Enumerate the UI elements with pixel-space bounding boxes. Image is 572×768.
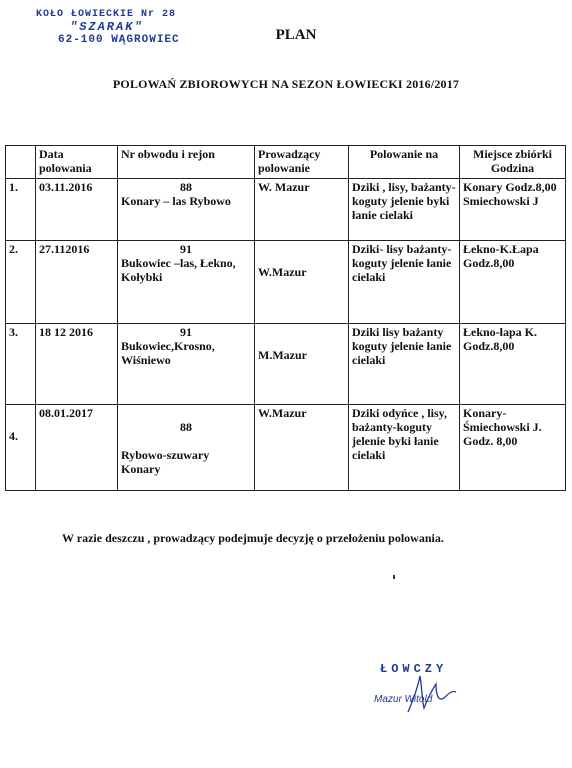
- document-title: PLAN: [275, 27, 317, 43]
- district-number: 91: [180, 325, 192, 339]
- row-number: 3.: [6, 324, 36, 405]
- header-date: Data polowania: [36, 146, 118, 179]
- hunt-leader: W.Mazur: [255, 405, 349, 491]
- hunt-leader: W.Mazur: [255, 241, 349, 324]
- district-number: 91: [180, 242, 192, 256]
- district-cell: [118, 405, 255, 491]
- handwritten-signature-icon: [400, 668, 460, 718]
- document-subtitle: POLOWAŃ ZBIOROWYCH NA SEZON ŁOWIECKI 2016/2017: [112, 77, 460, 91]
- hunt-leader: M.Mazur: [255, 324, 349, 405]
- header-district: Nr obwodu i rejon: [118, 146, 255, 179]
- table-header-row: [6, 146, 566, 179]
- district-number: 88: [180, 420, 192, 434]
- hunt-plan-table: [5, 145, 566, 491]
- header-place: Miejsce zbiórki Godzina: [460, 146, 566, 179]
- district-area: Rybowo-szuwary Konary: [121, 448, 210, 476]
- header-num: [6, 146, 36, 179]
- signatory-title: ŁOWCZY: [380, 662, 448, 676]
- table-row: [6, 405, 566, 491]
- table-row: [6, 179, 566, 241]
- table-row: [6, 324, 566, 405]
- game-list: Dziki , lisy, bażanty- koguty jelenie byki łanie cielaki: [349, 179, 460, 241]
- district-cell: [118, 324, 255, 405]
- row-number: 4.: [6, 405, 36, 491]
- game-list: Dziki odyńce , lisy, bażanty-koguty jelenie byki łanie cielaki: [349, 405, 460, 491]
- district-area: Bukowiec,Krosno, Wiśniewo: [121, 339, 215, 367]
- row-number: 2.: [6, 241, 36, 324]
- row-number: 1.: [6, 179, 36, 241]
- meeting-place: Konary- Śmiechowski J. Godz. 8,00: [460, 405, 566, 491]
- header-leader: Prowadzący polowanie: [255, 146, 349, 179]
- ink-mark: [393, 575, 395, 579]
- stamp-line-club: KOŁO ŁOWIECKIE Nr 28: [36, 9, 177, 20]
- district-area: Bukowiec –las, Łekno, Kołybki: [121, 256, 236, 284]
- district-cell: [118, 241, 255, 324]
- signatory-name: Mazur Witold: [374, 694, 433, 705]
- hunt-date: 18 12 2016: [36, 324, 118, 405]
- hunt-date: 08.01.2017: [36, 405, 118, 491]
- hunt-date: 27.112016: [36, 241, 118, 324]
- meeting-place: Konary Godz.8,00 Smiechowski J: [460, 179, 566, 241]
- district-number: 88: [180, 180, 192, 194]
- district-area: Konary – las Rybowo: [121, 194, 231, 208]
- table-row: [6, 241, 566, 324]
- hunt-leader: W. Mazur: [255, 179, 349, 241]
- game-list: Dziki- lisy bażanty-koguty jelenie łanie cielaki: [349, 241, 460, 324]
- game-list: Dziki lisy bażanty koguty jelenie łanie cielaki: [349, 324, 460, 405]
- stamp-line-address: 62-100 WĄGROWIEC: [58, 34, 180, 46]
- meeting-place: Łekno-K.Łapa Godz.8,00: [460, 241, 566, 324]
- header-game: Polowanie na: [349, 146, 460, 179]
- rain-note: W razie deszczu , prowadzący podejmuje decyzję o przełożeniu polowania.: [62, 531, 444, 545]
- hunt-date: 03.11.2016: [36, 179, 118, 241]
- stamp-line-name: "SZARAK": [70, 20, 144, 34]
- meeting-place: Łekno-łapa K. Godz.8,00: [460, 324, 566, 405]
- district-cell: [118, 179, 255, 241]
